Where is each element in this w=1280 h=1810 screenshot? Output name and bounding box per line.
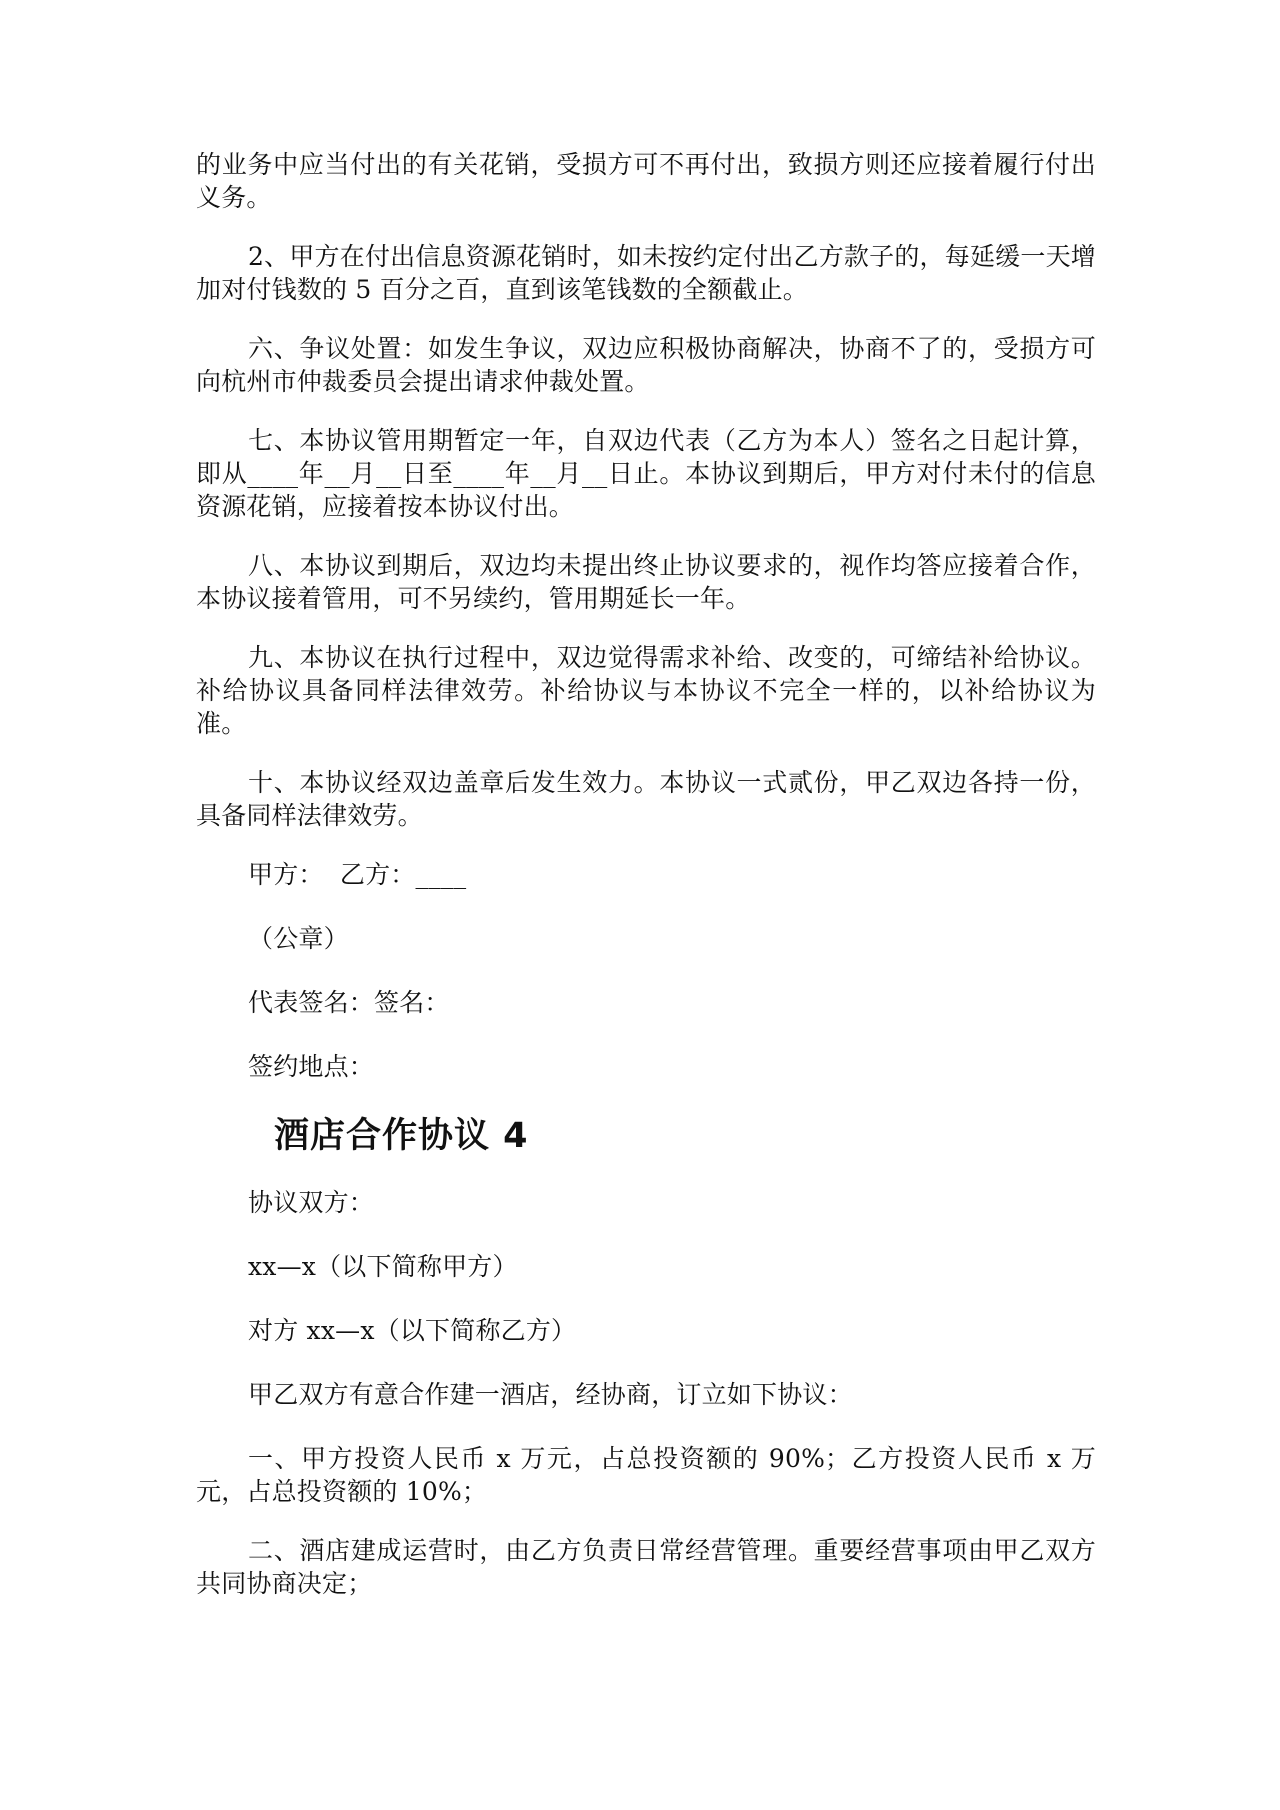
paragraph-continued: 的业务中应当付出的有关花销，受损方可不再付出，致损方则还应接着履行付出义务。 (196, 150, 1096, 212)
party-b: 对方 xx—x（以下简称乙方） (248, 1316, 577, 1345)
clause-2: 二、酒店建成运营时，由乙方负责日常经营管理。重要经营事项由甲乙双方共同协商决定； (196, 1536, 1096, 1598)
signature-place: 签约地点： (248, 1052, 375, 1081)
paragraph-clause-8: 八、本协议到期后，双边均未提出终止协议要求的，视作均答应接着合作，本协议接着管用，可不另续约，管用期延长一年。 (196, 551, 1096, 613)
paragraph-clause-2: 2、甲方在付出信息资源花销时，如未按约定付出乙方款子的，每延缓一天增加对付钱数的 5 百分之百，直到该笔钱数的全额截止。 (196, 242, 1096, 304)
document-body (196, 148, 1096, 1626)
party-a: xx—x（以下简称甲方） (248, 1252, 518, 1281)
clause-1: 一、甲方投资人民币 x 万元，占总投资额的 90%；乙方投资人民币 x 万元，占总投资额的 10%； (196, 1444, 1096, 1506)
paragraph-clause-7: 七、本协议管用期暂定一年，自双边代表（乙方为本人）签名之日起计算，即从____年__月__日至____年__月__日止。本协议到期后，甲方对付未付的信息资源花销，应接着按本协议付出。 (196, 426, 1096, 521)
signature-seal: （公章） (248, 924, 349, 953)
section-title: 酒店合作协议 4 (274, 1116, 529, 1156)
paragraph-clause-9: 九、本协议在执行过程中，双边觉得需求补给、改变的，可缔结补给协议。补给协议具备同样法律效劳。补给协议与本协议不完全一样的，以补给协议为准。 (196, 643, 1096, 738)
paragraph-clause-10: 十、本协议经双边盖章后发生效力。本协议一式贰份，甲乙双边各持一份，具备同样法律效劳。 (196, 768, 1096, 830)
signature-representative: 代表签名：签名： (248, 988, 450, 1017)
signature-parties: 甲方： 乙方：____ (248, 860, 467, 889)
paragraph-clause-6: 六、争议处置：如发生争议，双边应积极协商解决，协商不了的，受损方可向杭州市仲裁委员会提出请求仲裁处置。 (196, 334, 1096, 396)
parties-label: 协议双方： (248, 1188, 375, 1217)
agreement-intro: 甲乙双方有意合作建一酒店，经协商，订立如下协议： (248, 1380, 853, 1409)
